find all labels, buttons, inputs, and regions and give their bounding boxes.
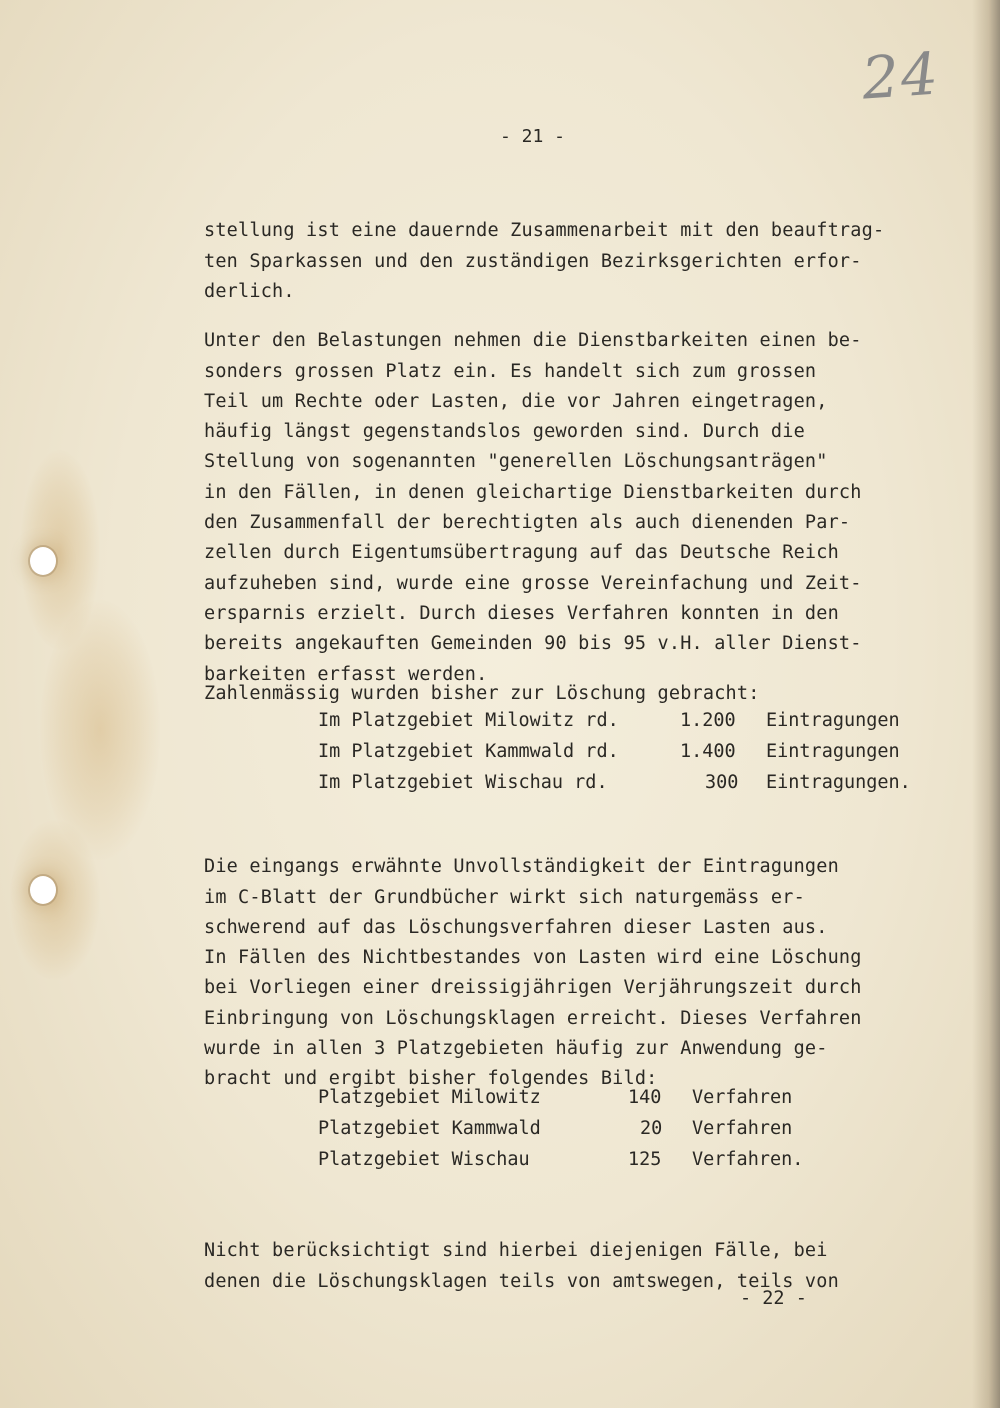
table2-unit: Verfahren	[692, 1118, 793, 1139]
table2-unit: Verfahren.	[692, 1149, 804, 1170]
table2-unit: Verfahren	[692, 1087, 793, 1108]
stain-mark	[20, 450, 100, 650]
table2-value: 140	[628, 1087, 662, 1108]
text-line: im C-Blatt der Grundbücher wirkt sich naturgemäss er-	[204, 886, 805, 908]
table1-unit: Eintragungen.	[766, 772, 911, 793]
text-line: sonders grossen Platz ein. Es handelt sich zum grossen	[204, 360, 817, 382]
text-line: schwerend auf das Löschungsverfahren dieser Lasten aus.	[204, 916, 828, 938]
table2-label: Platzgebiet Kammwald	[318, 1118, 541, 1139]
text-line: barkeiten erfasst werden.	[204, 663, 488, 685]
text-line: wurde in allen 3 Platzgebieten häufig zur Anwendung ge-	[204, 1038, 828, 1060]
page-number-bottom: - 22 -	[740, 1288, 807, 1309]
text-line: In Fällen des Nichtbestandes von Lasten wird eine Löschung	[204, 947, 862, 969]
text-line: bracht und ergibt bisher folgendes Bild:	[204, 1068, 658, 1090]
text-line: ten Sparkassen und den zuständigen Bezirksgerichten erfor-	[204, 250, 862, 272]
text-line: Einbringung von Löschungsklagen erreicht. Dieses Verfahren	[204, 1007, 862, 1029]
text-line: denen die Löschungsklagen teils von amtswegen, teils von	[204, 1270, 839, 1292]
text-line: Stellung von sogenannten "generellen Löschungsanträgen"	[204, 451, 828, 473]
table1-unit: Eintragungen	[766, 710, 900, 731]
text-line: den Zusammenfall der berechtigten als auch dienenden Par-	[204, 512, 851, 534]
text-line: ersparnis erzielt. Durch dieses Verfahren konnten in den	[204, 602, 839, 624]
table1-unit: Eintragungen	[766, 741, 900, 762]
text-line: Die eingangs erwähnte Unvollständigkeit der Eintragungen	[204, 856, 839, 878]
table2-value: 125	[628, 1149, 662, 1170]
table1-label: Im Platzgebiet Wischau rd.	[318, 772, 608, 793]
table1-label: Im Platzgebiet Kammwald rd.	[318, 741, 619, 762]
text-line: in den Fällen, in denen gleichartige Dienstbarkeiten durch	[204, 481, 862, 503]
page-edge-shadow	[972, 0, 1000, 1408]
text-line: Teil um Rechte oder Lasten, die vor Jahren eingetragen,	[204, 390, 828, 412]
paragraph-5	[204, 1206, 944, 1297]
page-number-top: - 21 -	[500, 126, 566, 147]
text-line: derlich.	[204, 280, 295, 302]
text-line: Unter den Belastungen nehmen die Dienstbarkeiten einen be-	[204, 330, 862, 352]
punch-hole-top	[30, 547, 56, 575]
stain-mark	[10, 820, 100, 980]
text-line: bereits angekauften Gemeinden 90 bis 95 v.H. aller Dienst-	[204, 633, 862, 655]
table1-value: 1.200	[680, 710, 736, 731]
table2-label: Platzgebiet Wischau	[318, 1149, 530, 1170]
text-line: Nicht berücksichtigt sind hierbei diejenigen Fälle, bei	[204, 1240, 828, 1262]
table1-value: 1.400	[680, 741, 736, 762]
text-line: aufzuheben sind, wurde eine grosse Vereinfachung und Zeit-	[204, 572, 862, 594]
punch-hole-bottom	[30, 876, 56, 904]
handwritten-page-number: 24	[859, 39, 943, 113]
text-line: bei Vorliegen einer dreissigjährigen Verjährungszeit durch	[204, 977, 862, 999]
paragraph-3-intro: Zahlenmässig wurden bisher zur Löschung gebracht:	[204, 683, 760, 704]
table1-value: 300	[705, 772, 739, 793]
table2-value: 20	[640, 1118, 663, 1139]
table1-label: Im Platzgebiet Milowitz rd.	[318, 710, 619, 731]
paragraph-2	[204, 296, 944, 690]
table2-label: Platzgebiet Milowitz	[318, 1087, 541, 1108]
text-line: häufig längst gegenstandslos geworden sind. Durch die	[204, 421, 805, 443]
paragraph-4	[204, 822, 944, 1095]
paragraph-1	[204, 186, 944, 307]
text-line: stellung ist eine dauernde Zusammenarbeit mit den beauftrag-	[204, 220, 885, 242]
text-line: zellen durch Eigentumsübertragung auf das Deutsche Reich	[204, 542, 839, 564]
